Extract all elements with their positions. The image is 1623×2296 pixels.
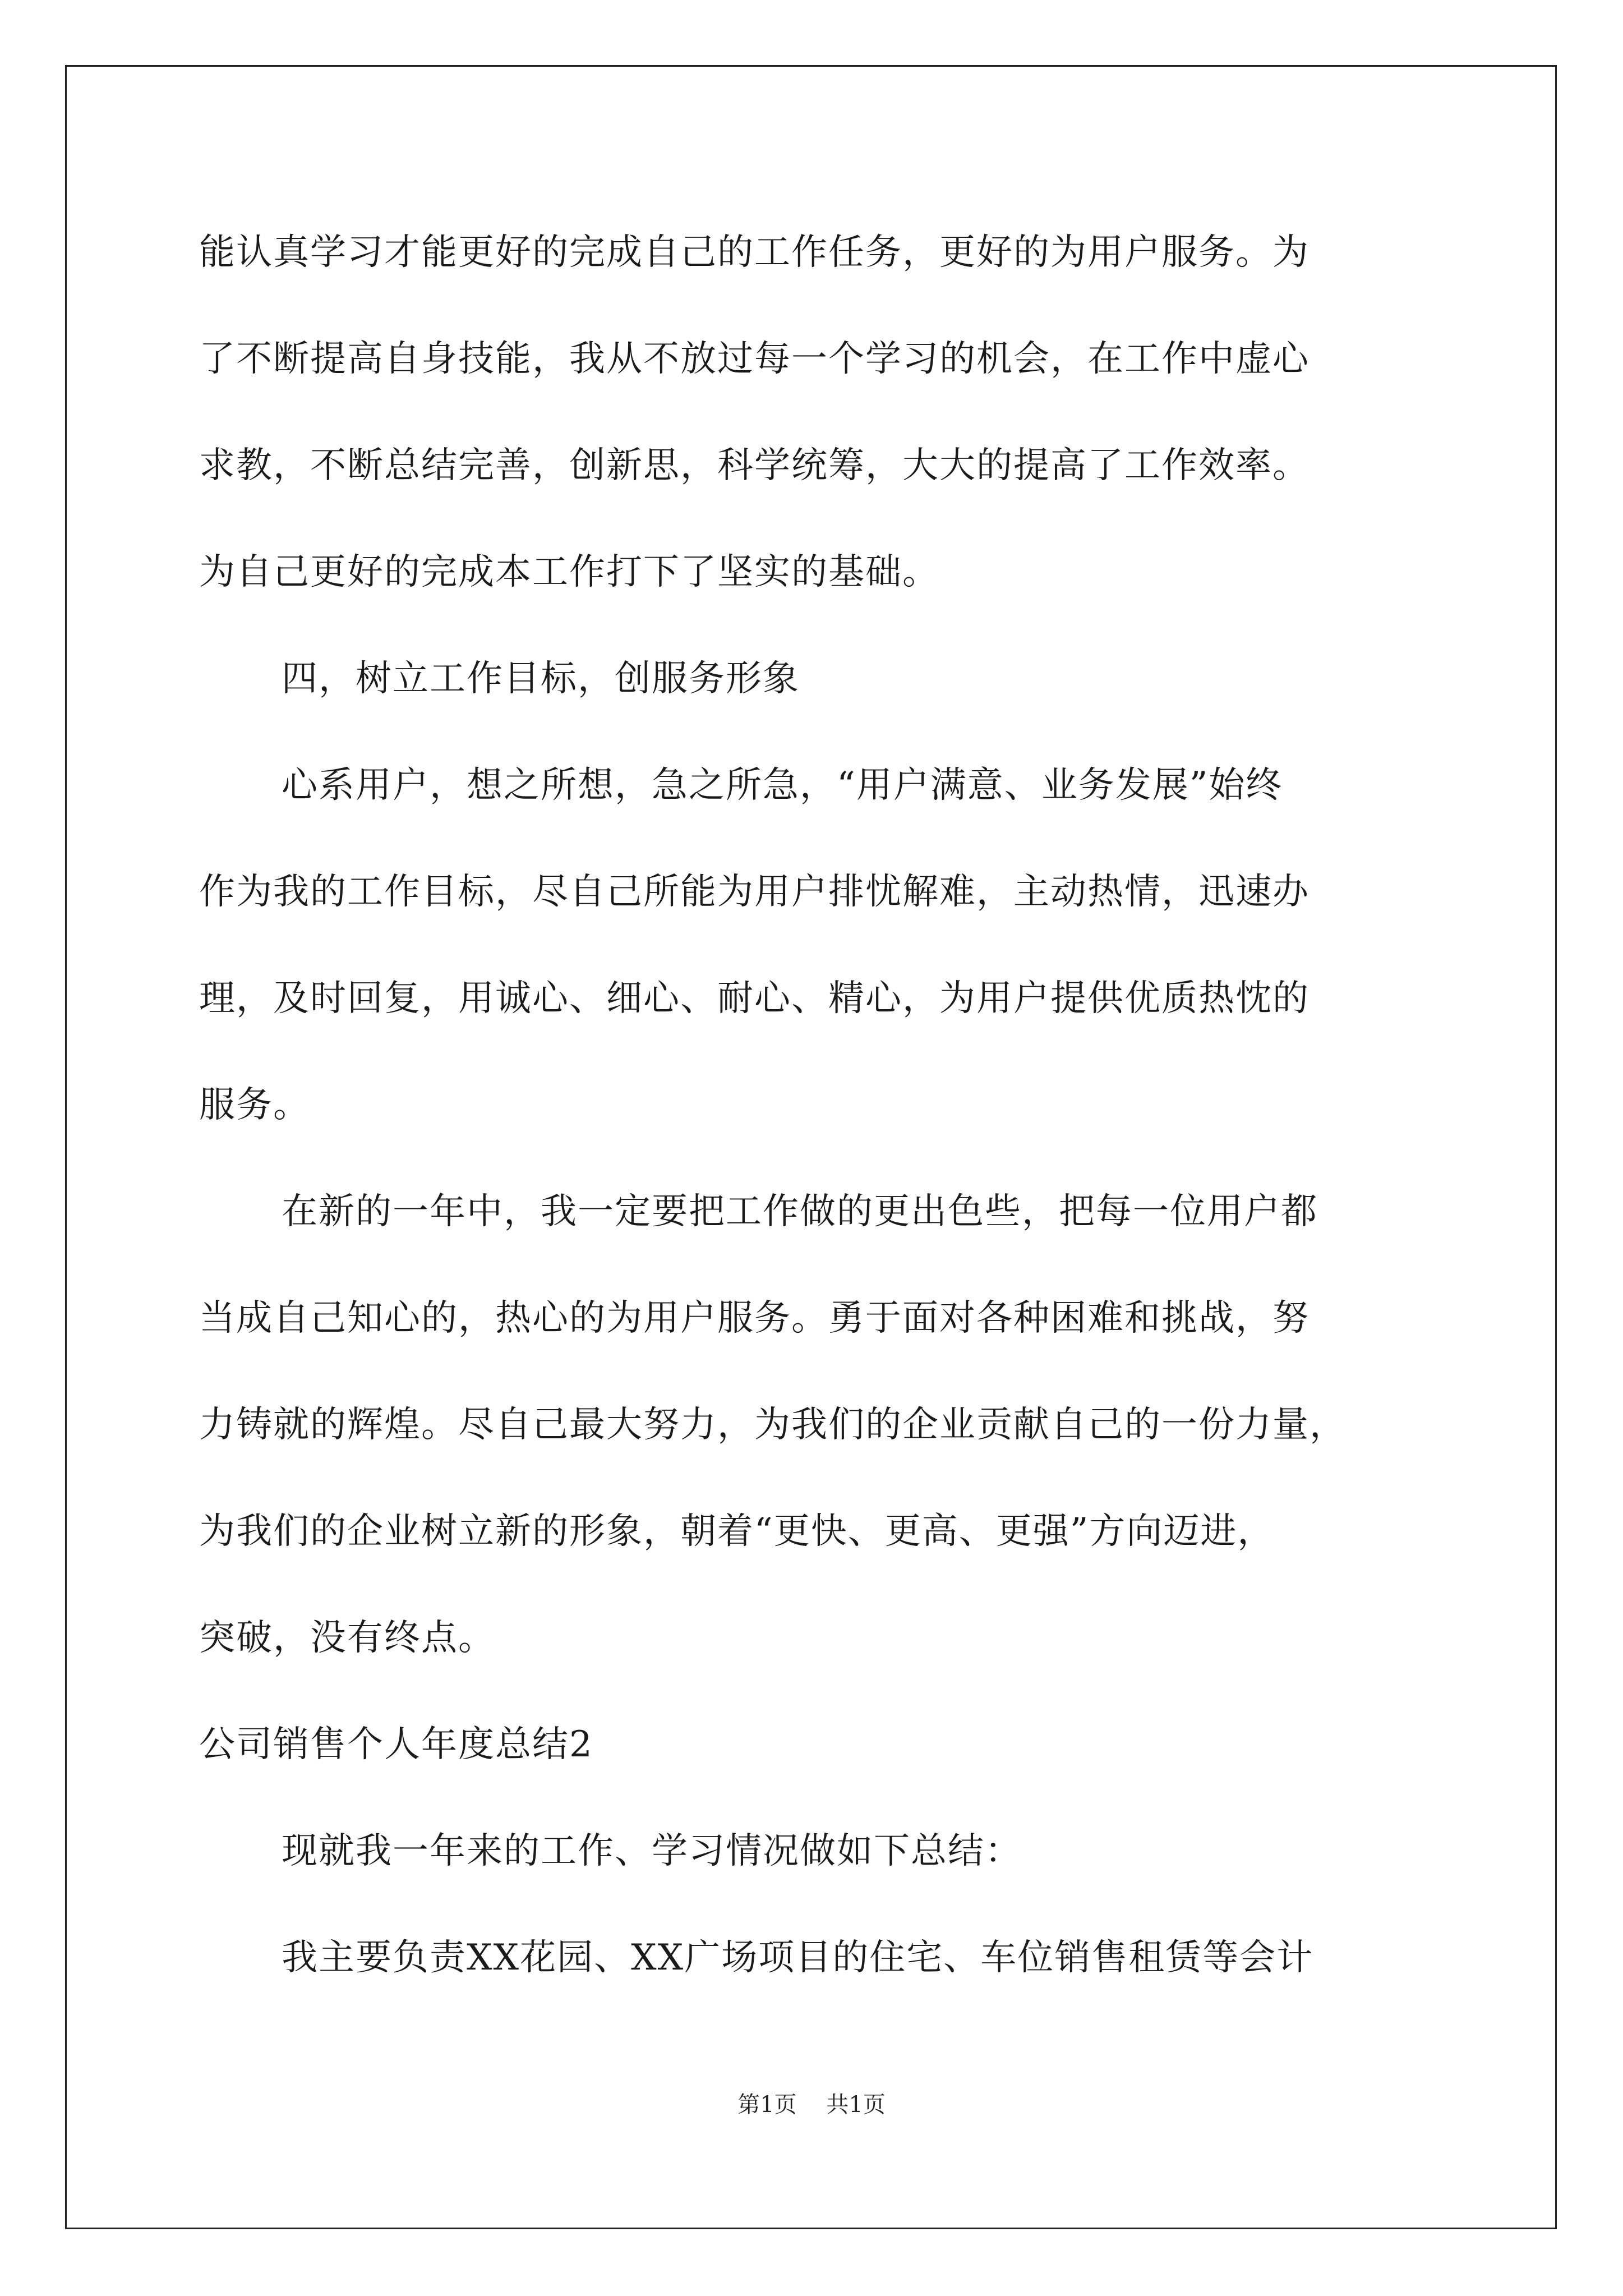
page-footer bbox=[0, 2089, 1623, 2120]
paragraph-line: 为自己更好的完成本工作打下了坚实的基础。 bbox=[199, 551, 939, 593]
paragraph-line: 作为我的工作目标，尽自己所能为用户排忧解难，主动热情，迅速办 bbox=[199, 871, 1310, 913]
paragraph-line: 为我们的企业树立新的形象，朝着“更快、更高、更强”方向迈进， bbox=[199, 1511, 1275, 1552]
document-title: 公司销售个人年度总结2 bbox=[199, 1724, 593, 1765]
page-border bbox=[65, 65, 1557, 2229]
paragraph-line: 了不断提高自身技能，我从不放过每一个学习的机会，在工作中虚心 bbox=[199, 338, 1310, 380]
section-heading: 四，树立工作目标，创服务形象 bbox=[282, 658, 800, 700]
paragraph-line: 力铸就的辉煌。尽自己最大努力，为我们的企业贡献自己的一份力量， bbox=[199, 1404, 1347, 1446]
page-number: 第1页 bbox=[737, 2092, 797, 2118]
paragraph-line: 当成自己知心的，热心的为用户服务。勇于面对各种困难和挑战，努 bbox=[199, 1297, 1310, 1339]
paragraph-line: 能认真学习才能更好的完成自己的工作任务，更好的为用户服务。为 bbox=[199, 232, 1310, 273]
paragraph-line: 突破，没有终点。 bbox=[199, 1617, 495, 1659]
paragraph-line: 现就我一年来的工作、学习情况做如下总结： bbox=[282, 1830, 1022, 1872]
paragraph-line: 心系用户，想之所想，急之所急，“用户满意、业务发展”始终 bbox=[282, 765, 1283, 806]
paragraph-line: 理，及时回复，用诚心、细心、耐心、精心，为用户提供优质热忱的 bbox=[199, 978, 1310, 1019]
paragraph-line: 服务。 bbox=[199, 1084, 310, 1126]
paragraph-line: 求教，不断总结完善，创新思，科学统筹，大大的提高了工作效率。 bbox=[199, 445, 1310, 486]
paragraph-line: 我主要负责XX花园、XX广场项目的住宅、车位销售租赁等会计 bbox=[282, 1937, 1314, 1978]
paragraph-line: 在新的一年中，我一定要把工作做的更出色些，把每一位用户都 bbox=[282, 1191, 1318, 1232]
page-total: 共1页 bbox=[826, 2092, 886, 2118]
